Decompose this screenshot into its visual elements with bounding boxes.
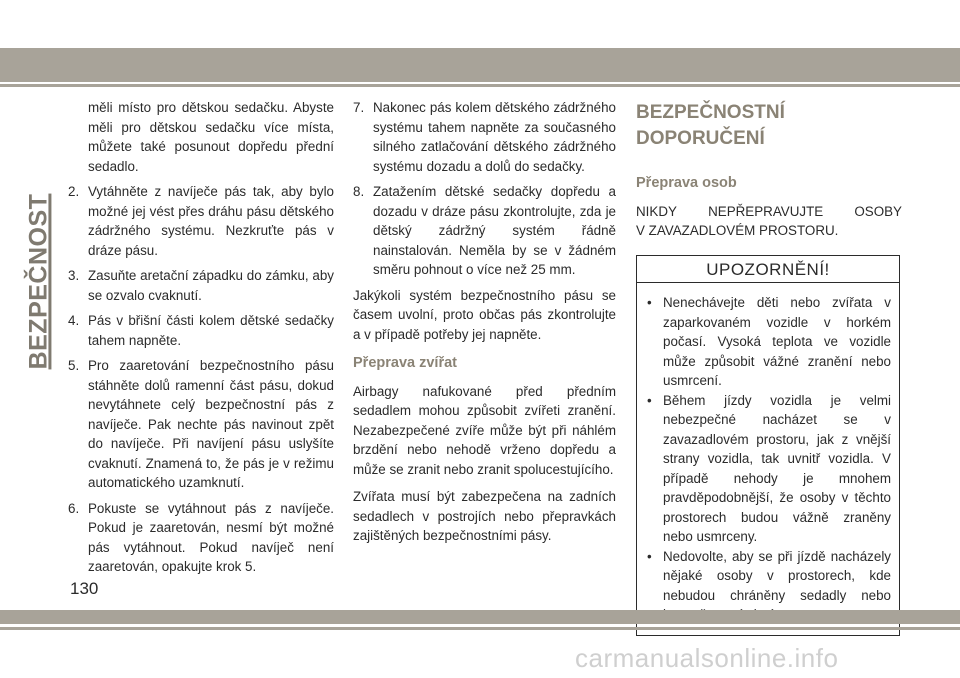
step-number: 8. xyxy=(353,184,365,199)
caps-line-2: V ZAVAZADLOVÉM PROSTORU. xyxy=(636,223,839,238)
subheading-passengers: Přeprava osob xyxy=(636,175,737,191)
step-item xyxy=(68,182,334,260)
step-number: 7. xyxy=(353,100,365,115)
header-rule xyxy=(0,84,960,87)
column-middle xyxy=(353,98,616,554)
paragraph-belt-check: Jakýkoli systém bezpečnostního pásu se časem uvolní, proto občas pás zkontrolujte a v případě potřeby jej napněte. xyxy=(353,287,616,342)
step-list-middle xyxy=(353,98,616,280)
header-band xyxy=(0,48,960,82)
step-text: Vytáhněte z navíječe pás tak, aby bylo možné jej vést přes dráhu pásu dětského zádržného systému. Nezkruťte pás v dráze pásu. xyxy=(88,184,334,258)
bullet-icon: • xyxy=(647,548,652,564)
subheading-animals: Přeprava zvířat xyxy=(353,355,457,371)
caps-word: OSOBY xyxy=(854,203,902,219)
warning-text: Nedovolte, aby se při jízdě nacházely nějaké osoby v prostorech, kde nebudou chráněny sedadly nebo xyxy=(663,548,891,603)
step-item xyxy=(68,356,334,493)
warning-text: Nenechávejte děti nebo zvířata v zaparkovaném vozidle v horkém počasí. Vysoká teplota ve vozidle může způsobit vážné zranění nebo usmrcení. xyxy=(663,295,891,388)
step-item xyxy=(68,499,334,577)
footer-rule xyxy=(0,627,960,630)
step-number: 2. xyxy=(68,184,80,199)
section-heading-line2: DOPORUČENÍ xyxy=(636,128,765,149)
paragraph-airbags: Airbagy nafukované před předním sedadlem mohou způsobit zvířeti zranění. Nezabezpečené zvíře může být při náhlém brzdění nebo nehodě vrženo dopředu a může se zranit nebo zranit spolucestujícího. xyxy=(353,383,616,477)
warning-item xyxy=(645,391,891,547)
section-tab xyxy=(18,193,60,369)
caps-word: NEPŘEPRAVUJTE xyxy=(708,203,824,219)
column-right xyxy=(636,98,902,636)
caps-line-1 xyxy=(636,202,902,222)
section-tab-label: BEZPEČNOST xyxy=(24,193,53,369)
step-text: Zasuňte aretační západku do zámku, aby se ozvalo cvaknutí. xyxy=(88,268,334,303)
warning-box xyxy=(636,255,900,636)
page-number: 130 xyxy=(70,579,99,598)
warning-list xyxy=(637,283,899,635)
bullet-icon: • xyxy=(647,392,652,408)
warning-title: UPOZORNĚNÍ! xyxy=(637,256,899,284)
warning-text: Během jízdy vozidla je velmi nebezpečné nacházet se v zavazadlovém prostoru, jak z vnější strany vozidla, tak uvnitř vozidla. V případě nehody je mnohem pravděpodobnější, že osoby v těchto prostorech budou vážně zraněny nebo usmrceny. xyxy=(663,392,891,544)
paragraph-restraint: Zvířata musí být zabezpečena na zadních sedadlech v postrojích nebo přepravkách zajištěných bezpečnostními pásy. xyxy=(353,489,616,543)
step-text: Pro zaaretování bezpečnostního pásu stáhněte dolů ramenní část pásu, dokud nevytáhnete celý bezpečnostní pás z navíječe. Pak nechte pás navinout zpět do navíječe. Při navíjení pásu uslyšíte cvaknutí. Znamená to, že pás je v režimu automatického uzamknutí. xyxy=(88,358,334,490)
step-number: 5. xyxy=(68,358,80,373)
continuation-text: měli místo pro dětskou sedačku. Abyste měli pro dětskou sedačku více místa, můžete také posunout dopředu přední sedadlo. xyxy=(88,100,334,174)
section-heading xyxy=(636,100,902,152)
step-item xyxy=(353,182,616,280)
step-item xyxy=(68,311,334,350)
step-text: Zatažením dětské sedačky dopředu a dozadu v dráze pásu zkontrolujte, zda je dětský zádržný systém řádně nainstalován. Neměla by se v žádném směru pohnout o více než 25 mm. xyxy=(373,184,616,277)
step-text: Nakonec pás kolem dětského zádržného systému tahem napněte za současného silného zatlačování dětského zádržného systému dozadu a dolů do sedačky. xyxy=(373,100,616,174)
footer-band xyxy=(0,610,960,624)
warning-item xyxy=(645,293,891,391)
step-item xyxy=(68,266,334,305)
watermark: carmanualsonline.info xyxy=(575,643,839,673)
caps-word: NIKDY xyxy=(636,203,677,219)
step-text: Pokuste se vytáhnout pás z navíječe. Pokud je zaaretován, nesmí být možné pás vytáhnout. Pokud navíječ není zaaretován, opakujte krok 5. xyxy=(88,500,334,574)
bullet-icon: • xyxy=(647,295,652,310)
column-left xyxy=(68,98,334,583)
step-number: 4. xyxy=(68,313,80,328)
step-text: Pás v břišní části kolem dětské sedačky tahem napněte. xyxy=(88,313,334,348)
step-number: 6. xyxy=(68,500,80,516)
step-item xyxy=(353,98,616,176)
step-number: 3. xyxy=(68,268,80,283)
step-list-left xyxy=(68,182,334,577)
section-heading-line1: BEZPEČNOSTNÍ xyxy=(636,102,785,123)
